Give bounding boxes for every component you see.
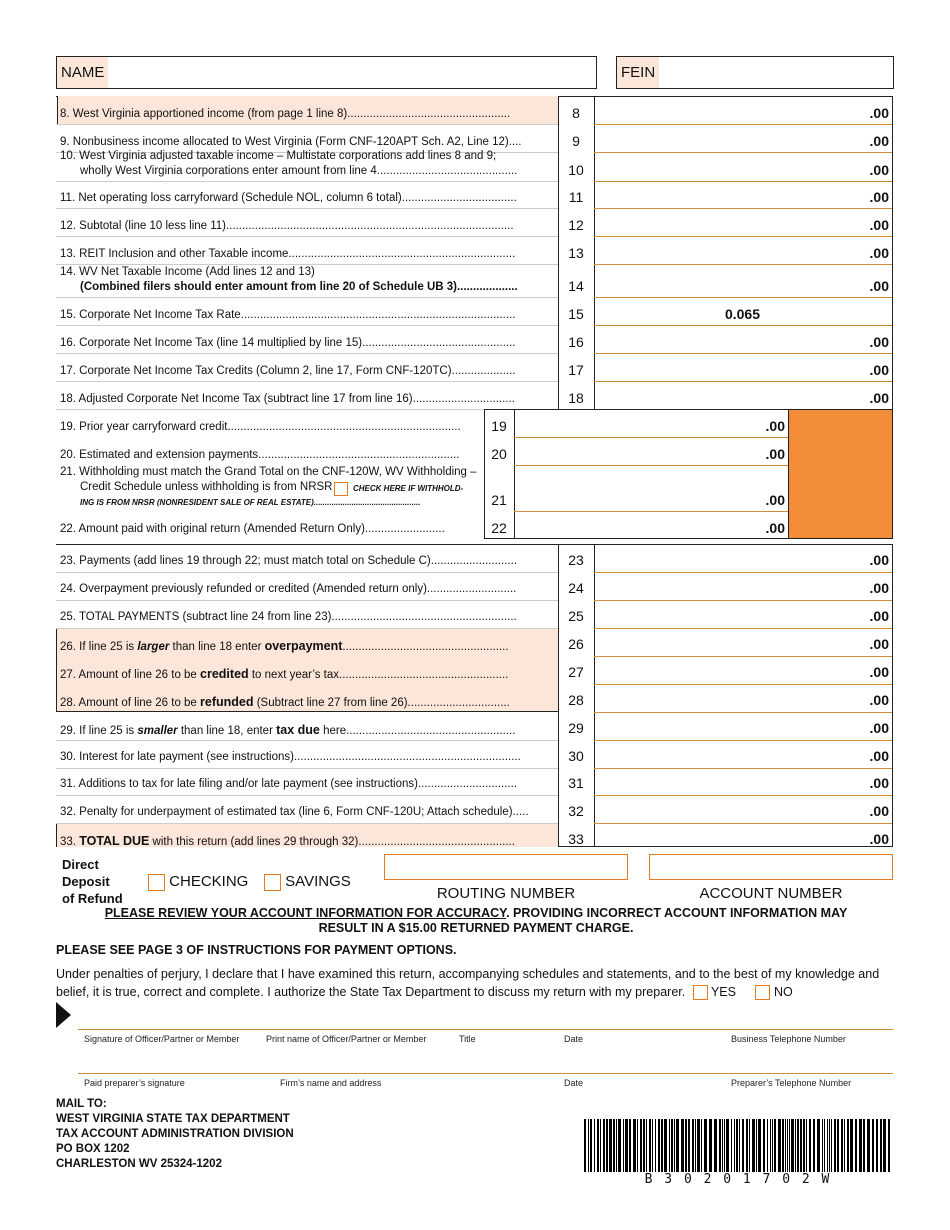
line-number: 17 — [568, 362, 584, 378]
barcode-bar — [588, 1119, 589, 1172]
amount-rule — [594, 768, 892, 769]
line-amount-field[interactable]: 0.065 — [724, 306, 761, 322]
barcode-bar — [824, 1119, 825, 1172]
line-label: 18. Adjusted Corporate Net Income Tax (subtract line 17 from line 16)................................ — [60, 393, 515, 405]
divider — [788, 409, 789, 539]
line-amount-field[interactable]: .00 — [869, 162, 889, 178]
label-rule — [56, 628, 558, 629]
barcode — [584, 1119, 892, 1172]
amount-rule — [594, 740, 892, 741]
line-label: 14. WV Net Taxable Income (Add lines 12 and 13) — [60, 266, 315, 278]
barcode-bar — [746, 1119, 748, 1172]
no-label: NO — [773, 985, 793, 999]
divider — [892, 96, 893, 409]
barcode-bar — [837, 1119, 839, 1172]
barcode-bar — [800, 1119, 802, 1172]
mail-to-l4: PO BOX 1202 — [56, 1143, 130, 1155]
barcode-bar — [787, 1119, 788, 1172]
barcode-bar — [674, 1119, 675, 1172]
line-number: 19 — [491, 418, 507, 434]
notice-line2: RESULT IN A $15.00 RETURNED PAYMENT CHARGE. — [318, 921, 634, 935]
label-rule — [56, 768, 558, 769]
line-number: 33 — [568, 831, 584, 847]
label-rule — [56, 236, 558, 237]
line-number: 24 — [568, 580, 584, 596]
barcode-bar — [695, 1119, 696, 1172]
barcode-bar — [584, 1119, 586, 1172]
barcode-bar — [876, 1119, 878, 1172]
label-rule — [56, 264, 558, 265]
label-rule — [56, 823, 558, 824]
line-amount-field[interactable]: .00 — [869, 608, 889, 624]
account-number-label: ACCOUNT NUMBER — [699, 885, 843, 902]
label-rule — [56, 795, 558, 796]
line-label: 10. West Virginia adjusted taxable income – Multistate corporations add lines 8 and 9; — [60, 150, 497, 162]
barcode-bar — [709, 1119, 712, 1172]
label-rule — [56, 325, 558, 326]
line-label: 17. Corporate Net Income Tax Credits (Column 2, line 17, Form CNF-120TC).................... — [60, 365, 516, 377]
barcode-bar — [623, 1119, 624, 1172]
line-amount-field[interactable]: .00 — [869, 831, 889, 847]
amount-rule — [594, 208, 892, 209]
checking-checkbox[interactable] — [148, 874, 165, 891]
officer-signature-label: Signature of Officer/Partner or Member — [84, 1034, 240, 1044]
line-label: 11. Net operating loss carryforward (Schedule NOL, column 6 total).................................... — [60, 192, 517, 204]
line-number: 18 — [568, 390, 584, 406]
print-name-label: Print name of Officer/Partner or Member — [266, 1034, 427, 1044]
line-label: 12. Subtotal (line 10 less line 11).......................................................................................... — [60, 220, 514, 232]
line-amount-field[interactable]: .00 — [765, 418, 785, 434]
line-amount-field[interactable]: .00 — [869, 636, 889, 652]
line-number: 21 — [491, 492, 507, 508]
amount-rule — [594, 381, 892, 382]
line-amount-field[interactable]: .00 — [869, 775, 889, 791]
amount-rule — [594, 656, 892, 657]
label-rule — [56, 353, 558, 354]
barcode-bar — [719, 1119, 721, 1172]
line-number: 26 — [568, 636, 584, 652]
mail-to-l2: WEST VIRGINIA STATE TAX DEPARTMENT — [56, 1113, 290, 1125]
barcode-bar — [613, 1119, 615, 1172]
barcode-bar — [758, 1119, 761, 1172]
line-amount-field[interactable]: .00 — [765, 520, 785, 536]
mailing-address — [56, 1097, 294, 1172]
line-amount-field[interactable]: .00 — [869, 278, 889, 294]
amount-rule — [514, 437, 788, 438]
barcode-bar — [685, 1119, 687, 1172]
barcode-bar — [763, 1119, 765, 1172]
barcode-bar — [671, 1119, 673, 1172]
barcode-bar — [640, 1119, 642, 1172]
barcode-bar — [609, 1119, 612, 1172]
amount-rule — [594, 297, 892, 298]
line-label: 30. Interest for late payment (see instructions)....................................................................... — [60, 751, 521, 763]
preparer-date-label: Date — [564, 1078, 584, 1088]
notice-rest: . PROVIDING INCORRECT ACCOUNT INFORMATION MAY — [506, 906, 848, 920]
amount-rule — [594, 795, 892, 796]
line-label: 16. Corporate Net Income Tax (line 14 multiplied by line 15)................................................ — [60, 337, 516, 349]
direct-deposit-title — [62, 856, 123, 907]
amount-rule — [594, 353, 892, 354]
line-number: 11 — [568, 189, 584, 205]
line-label: 15. Corporate Net Income Tax Rate...................................................................................... — [60, 309, 516, 321]
line-amount-field[interactable]: .00 — [869, 105, 889, 121]
line-number: 30 — [568, 748, 584, 764]
line-number: 32 — [568, 803, 584, 819]
barcode-bar — [772, 1119, 773, 1172]
line-label: 28. Amount of line 26 to be refunded (Subtract line 27 from line 26)................................ — [60, 695, 510, 709]
nrsr-checkbox[interactable] — [334, 482, 348, 496]
barcode-bar — [734, 1119, 735, 1172]
amount-rule — [594, 181, 892, 182]
amount-rule — [594, 264, 892, 265]
fein-label: FEIN — [617, 57, 659, 88]
checking-option[interactable] — [148, 873, 248, 891]
barcode-bar — [724, 1119, 725, 1172]
line-amount-field[interactable]: .00 — [869, 390, 889, 406]
line-amount-field[interactable]: .00 — [869, 748, 889, 764]
direct-deposit-title-1: Direct — [62, 857, 99, 872]
barcode-bar — [701, 1119, 702, 1172]
label-rule — [56, 600, 558, 601]
account-notice — [60, 906, 892, 936]
line-number: 28 — [568, 692, 584, 708]
amount-rule — [594, 152, 892, 153]
barcode-bar — [664, 1119, 667, 1172]
barcode-bar — [795, 1119, 796, 1172]
barcode-bar — [872, 1119, 874, 1172]
label-rule — [56, 124, 558, 125]
line-amount-field[interactable]: .00 — [869, 803, 889, 819]
barcode-bar — [791, 1119, 794, 1172]
line-number: 29 — [568, 720, 584, 736]
barcode-bar — [789, 1119, 790, 1172]
direct-deposit-title-2: Deposit — [62, 874, 110, 889]
yes-checkbox[interactable] — [693, 985, 708, 1000]
barcode-bar — [742, 1119, 744, 1172]
routing-number-input[interactable] — [384, 854, 628, 880]
name-field[interactable] — [56, 56, 597, 89]
amount-rule — [514, 511, 788, 512]
barcode-bar — [676, 1119, 679, 1172]
savings-checkbox[interactable] — [264, 874, 281, 891]
line-label: 32. Penalty for underpayment of estimated tax (line 6, Form CNF-120U; Attach schedule)..... — [60, 806, 529, 818]
date-label: Date — [564, 1034, 584, 1044]
label-rule — [56, 409, 558, 410]
preparer-phone-label: Preparer’s Telephone Number — [731, 1078, 852, 1088]
account-number-input[interactable] — [649, 854, 893, 880]
barcode-bar — [652, 1119, 653, 1172]
barcode-bar — [817, 1119, 820, 1172]
barcode-bar — [618, 1119, 621, 1172]
barcode-bar — [629, 1119, 631, 1172]
barcode-bar — [809, 1119, 811, 1172]
line-number: 14 — [568, 278, 584, 294]
barcode-bar — [616, 1119, 617, 1172]
barcode-bar — [722, 1119, 723, 1172]
line-number: 23 — [568, 552, 584, 568]
line-label: 9. Nonbusiness income allocated to West Virginia (Form CNF-120APT Sch. A2, Line 12).... — [60, 136, 522, 148]
amount-rule — [594, 572, 892, 573]
line-amount-field[interactable]: .00 — [869, 133, 889, 149]
line-number: 27 — [568, 664, 584, 680]
barcode-bar — [847, 1119, 849, 1172]
preparer-signature-label: Paid preparer’s signature — [84, 1078, 185, 1088]
barcode-bar — [813, 1119, 815, 1172]
mail-to-l5: CHARLESTON WV 25324-1202 — [56, 1158, 222, 1170]
barcode-bar — [590, 1119, 592, 1172]
barcode-bar — [736, 1119, 738, 1172]
barcode-bar — [756, 1119, 757, 1172]
line-label: wholly West Virginia corporations enter amount from line 4............................................ — [80, 165, 518, 177]
line-label: 26. If line 25 is larger than line 18 enter overpayment.................................................... — [60, 639, 509, 653]
barcode-bar — [688, 1119, 690, 1172]
mail-to-l1: MAIL TO: — [56, 1098, 107, 1110]
savings-label: SAVINGS — [285, 873, 351, 890]
barcode-bar — [867, 1119, 870, 1172]
shaded-area — [788, 410, 892, 538]
line-number: 22 — [491, 520, 507, 536]
amount-rule — [514, 465, 788, 466]
line-label: 22. Amount paid with original return (Amended Return Only)......................... — [60, 523, 445, 535]
line-label: Credit Schedule unless withholding is from NRSR — [80, 481, 333, 493]
barcode-bar — [827, 1119, 828, 1172]
name-label: NAME — [57, 57, 108, 88]
line-label: 19. Prior year carryforward credit......................................................................... — [60, 421, 461, 433]
line-amount-field[interactable]: .00 — [869, 334, 889, 350]
line-amount-field[interactable]: .00 — [869, 692, 889, 708]
barcode-bar — [888, 1119, 890, 1172]
barcode-bar — [797, 1119, 799, 1172]
barcode-bar — [704, 1119, 707, 1172]
line-number: 12 — [568, 217, 584, 233]
barcode-bar — [844, 1119, 845, 1172]
line-amount-field[interactable]: .00 — [869, 720, 889, 736]
amount-rule — [594, 325, 892, 326]
line-amount-field[interactable]: .00 — [765, 446, 785, 462]
barcode-bar — [714, 1119, 717, 1172]
barcode-bar — [855, 1119, 857, 1172]
perjury-line2: belief, it is true, correct and complete. I authorize the State Tax Department to discuss my return with my preparer. — [56, 985, 686, 999]
amount-rule — [594, 236, 892, 237]
barcode-bar — [850, 1119, 853, 1172]
line-number: 20 — [491, 446, 507, 462]
perjury-line1: Under penalties of perjury, I declare that I have examined this return, accompanying schedules and statements, and to the best of my knowledge and — [56, 967, 880, 981]
barcode-bar — [841, 1119, 843, 1172]
line-number: 25 — [568, 608, 584, 624]
no-checkbox[interactable] — [755, 985, 770, 1000]
label-rule — [56, 181, 558, 182]
direct-deposit-title-3: of Refund — [62, 891, 123, 906]
line-amount-field[interactable]: .00 — [869, 189, 889, 205]
signature-line[interactable] — [78, 1029, 893, 1030]
barcode-bar — [603, 1119, 605, 1172]
barcode-text: B 3 0 2 0 1 7 0 2 W — [644, 1172, 832, 1187]
barcode-bar — [831, 1119, 832, 1172]
barcode-bar — [646, 1119, 647, 1172]
amount-rule — [594, 823, 892, 824]
barcode-bar — [655, 1119, 656, 1172]
amount-rule — [594, 628, 892, 629]
barcode-bar — [880, 1119, 882, 1172]
barcode-bar — [692, 1119, 694, 1172]
nrsr-check-label: CHECK HERE IF WITHHOLD- — [353, 484, 464, 493]
line-label: 21. Withholding must match the Grand Total on the CNF-120W, WV Withholding – — [60, 466, 477, 478]
barcode-bar — [681, 1119, 684, 1172]
divider — [594, 96, 595, 409]
barcode-bar — [625, 1119, 628, 1172]
line-label: 8. West Virginia apportioned income (from page 1 line 8)................................................... — [60, 108, 511, 120]
barcode-bar — [778, 1119, 781, 1172]
divider — [594, 544, 595, 847]
barcode-bar — [859, 1119, 862, 1172]
label-rule — [56, 381, 558, 382]
line-number: 9 — [572, 133, 580, 149]
line-amount-field[interactable]: .00 — [869, 664, 889, 680]
barcode-bar — [633, 1119, 636, 1172]
preparer-line[interactable] — [78, 1073, 893, 1074]
label-rule — [56, 740, 558, 741]
line-label: 23. Payments (add lines 19 through 22; must match total on Schedule C)........................... — [60, 555, 518, 567]
barcode-bar — [606, 1119, 608, 1172]
barcode-bar — [774, 1119, 776, 1172]
line-amount-field[interactable]: .00 — [869, 245, 889, 261]
line-label: ING IS FROM NRSR (NONRESIDENT SALE OF REAL ESTATE)................................................ — [80, 498, 421, 507]
barcode-bar — [883, 1119, 886, 1172]
barcode-bar — [739, 1119, 740, 1172]
amount-rule — [594, 124, 892, 125]
line-label: 29. If line 25 is smaller than line 18, enter tax due here..................................................... — [60, 723, 516, 737]
barcode-bar — [863, 1119, 865, 1172]
barcode-bar — [597, 1119, 599, 1172]
line-amount-field[interactable]: .00 — [869, 552, 889, 568]
line-number: 13 — [568, 245, 584, 261]
sign-here-arrow-icon — [56, 1002, 71, 1028]
barcode-bar — [726, 1119, 729, 1172]
firm-label: Firm’s name and address — [280, 1078, 382, 1088]
barcode-bar — [637, 1119, 638, 1172]
barcode-bar — [731, 1119, 732, 1172]
line-amount-field[interactable]: .00 — [869, 580, 889, 596]
perjury-statement — [56, 965, 896, 1001]
barcode-bar — [785, 1119, 786, 1172]
line-number: 31 — [568, 775, 584, 791]
barcode-bar — [661, 1119, 663, 1172]
line-label: 20. Estimated and extension payments............................................................... — [60, 449, 460, 461]
barcode-bar — [806, 1119, 807, 1172]
line-amount-field[interactable]: .00 — [869, 362, 889, 378]
barcode-bar — [767, 1119, 768, 1172]
title-label: Title — [459, 1034, 476, 1044]
savings-option[interactable] — [264, 873, 351, 891]
barcode-bar — [782, 1119, 784, 1172]
label-rule — [56, 572, 558, 573]
line-label: (Combined filers should enter amount from line 20 of Schedule UB 3)................... — [80, 281, 518, 293]
barcode-bar — [697, 1119, 700, 1172]
barcode-bar — [752, 1119, 755, 1172]
line-label: 27. Amount of line 26 to be credited to next year’s tax..................................................... — [60, 667, 509, 681]
notice-underlined: PLEASE REVIEW YOUR ACCOUNT INFORMATION FOR ACCURACY — [104, 906, 507, 920]
fein-field[interactable] — [616, 56, 894, 89]
line-label: 13. REIT Inclusion and other Taxable income....................................................................... — [60, 248, 516, 260]
payment-options: PLEASE SEE PAGE 3 OF INSTRUCTIONS FOR PAYMENT OPTIONS. — [56, 943, 457, 957]
yes-label: YES — [710, 985, 736, 999]
amount-rule — [594, 712, 892, 713]
label-rule — [56, 297, 558, 298]
barcode-bar — [658, 1119, 660, 1172]
barcode-bar — [829, 1119, 830, 1172]
line-label: 25. TOTAL PAYMENTS (subtract line 24 from line 23).......................................................... — [60, 611, 517, 623]
barcode-bar — [594, 1119, 595, 1172]
barcode-bar — [669, 1119, 670, 1172]
barcode-bar — [822, 1119, 823, 1172]
mail-to-l3: TAX ACCOUNT ADMINISTRATION DIVISION — [56, 1128, 294, 1140]
line-label: 24. Overpayment previously refunded or credited (Amended return only)............................ — [60, 583, 517, 595]
line-number: 16 — [568, 334, 584, 350]
barcode-bar — [749, 1119, 750, 1172]
barcode-bar — [834, 1119, 836, 1172]
amount-rule — [594, 600, 892, 601]
line-label: 33. TOTAL DUE with this return (add lines 29 through 32)................................................. — [60, 834, 515, 848]
business-phone-label: Business Telephone Number — [731, 1034, 846, 1044]
line-number: 8 — [572, 105, 580, 121]
line-amount-field[interactable]: .00 — [765, 492, 785, 508]
routing-number-label: ROUTING NUMBER — [436, 885, 576, 902]
line-label: 31. Additions to tax for late filing and/or late payment (see instructions)............................... — [60, 778, 518, 790]
line-number: 15 — [568, 306, 584, 322]
barcode-bar — [643, 1119, 645, 1172]
line-amount-field[interactable]: .00 — [869, 217, 889, 233]
barcode-bar — [770, 1119, 771, 1172]
line-number: 10 — [568, 162, 584, 178]
barcode-bar — [649, 1119, 651, 1172]
label-rule — [56, 208, 558, 209]
barcode-bar — [600, 1119, 601, 1172]
barcode-bar — [803, 1119, 805, 1172]
divider — [892, 544, 893, 847]
checking-label: CHECKING — [169, 873, 249, 890]
amount-rule — [594, 684, 892, 685]
